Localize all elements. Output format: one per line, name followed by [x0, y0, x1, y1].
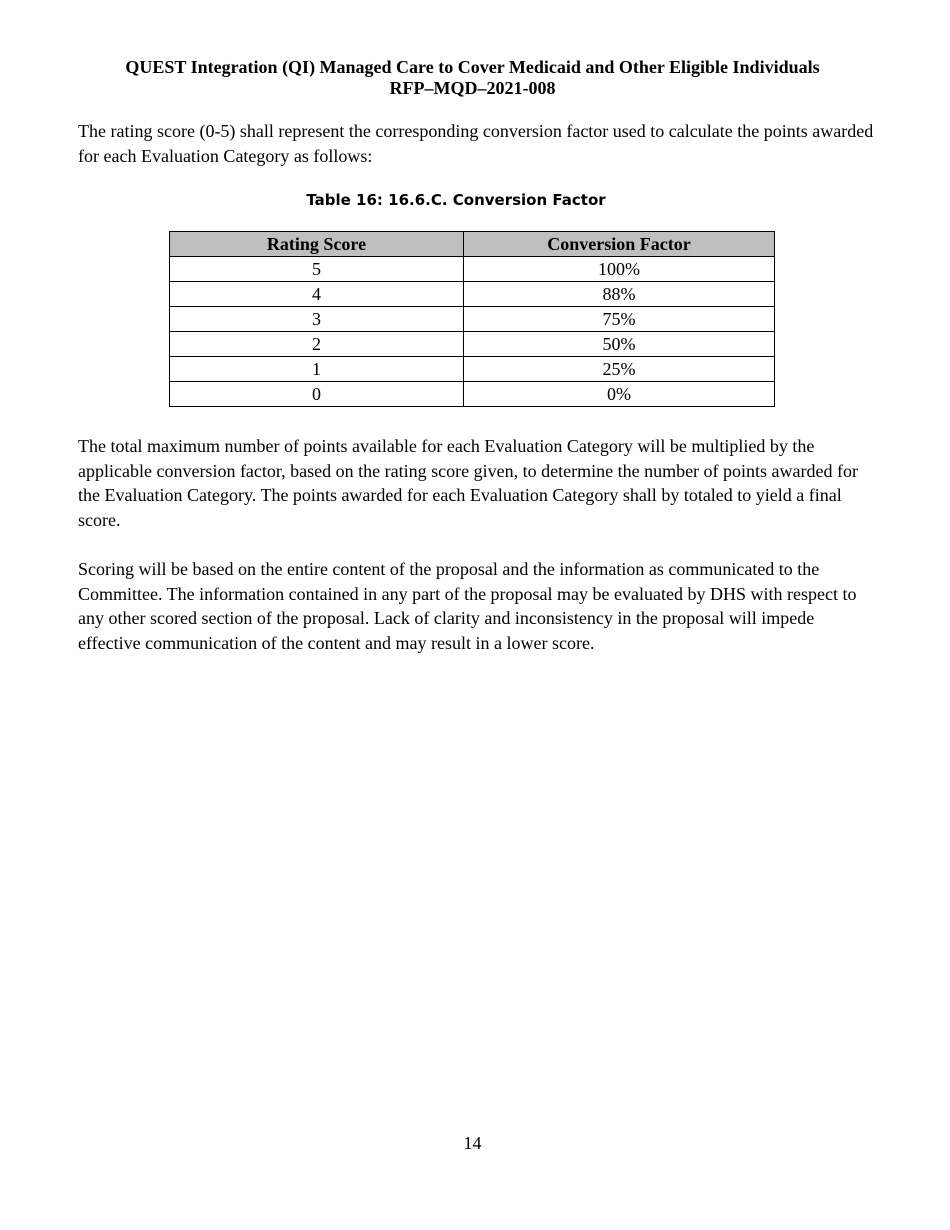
rating-score-cell: 3 [170, 307, 464, 332]
page-number: 14 [463, 1133, 482, 1153]
points-calculation-paragraph: The total maximum number of points available for each Evaluation Category will be multiplied by the applicable conversion factor, based on the rating score given, to determine the number of points awarded for the Evaluation Category. The points awarded for each Evaluation Category shall by totaled to yield a final score. [78, 436, 859, 531]
conversion-factor-cell: 88% [464, 282, 775, 307]
rating-score-cell: 0 [170, 382, 464, 407]
rating-score-cell: 4 [170, 282, 464, 307]
rating-score-cell: 1 [170, 357, 464, 382]
table-header-row [170, 232, 775, 257]
column-header-conversion-factor: Conversion Factor [464, 232, 775, 257]
header-title: QUEST Integration (QI) Managed Care to Cover Medicaid and Other Eligible Individuals [125, 57, 820, 77]
rating-score-cell: 5 [170, 257, 464, 282]
conversion-factor-cell: 50% [464, 332, 775, 357]
table-caption: Table 16: 16.6.C. Conversion Factor [306, 191, 606, 209]
header-rfp-number: RFP–MQD–2021-008 [389, 78, 556, 98]
table-row [170, 357, 775, 382]
document-header [0, 57, 945, 99]
conversion-factor-table [169, 231, 775, 407]
table-row [170, 382, 775, 407]
table-row [170, 257, 775, 282]
table-row [170, 307, 775, 332]
table-row [170, 282, 775, 307]
intro-paragraph: The rating score (0-5) shall represent the corresponding conversion factor used to calculate the points awarded for each Evaluation Category as follows: [78, 121, 874, 166]
rating-score-cell: 2 [170, 332, 464, 357]
table-row [170, 332, 775, 357]
conversion-factor-cell: 0% [464, 382, 775, 407]
scoring-basis-paragraph: Scoring will be based on the entire content of the proposal and the information as communicated to the Committee. The information contained in any part of the proposal may be evaluated by DHS with respect to any other scored section of the proposal. Lack of clarity and inconsistency in the proposal will impede effective communication of the content and may result in a lower score. [78, 559, 857, 654]
conversion-factor-cell: 100% [464, 257, 775, 282]
conversion-factor-cell: 75% [464, 307, 775, 332]
conversion-factor-cell: 25% [464, 357, 775, 382]
column-header-rating-score: Rating Score [170, 232, 464, 257]
